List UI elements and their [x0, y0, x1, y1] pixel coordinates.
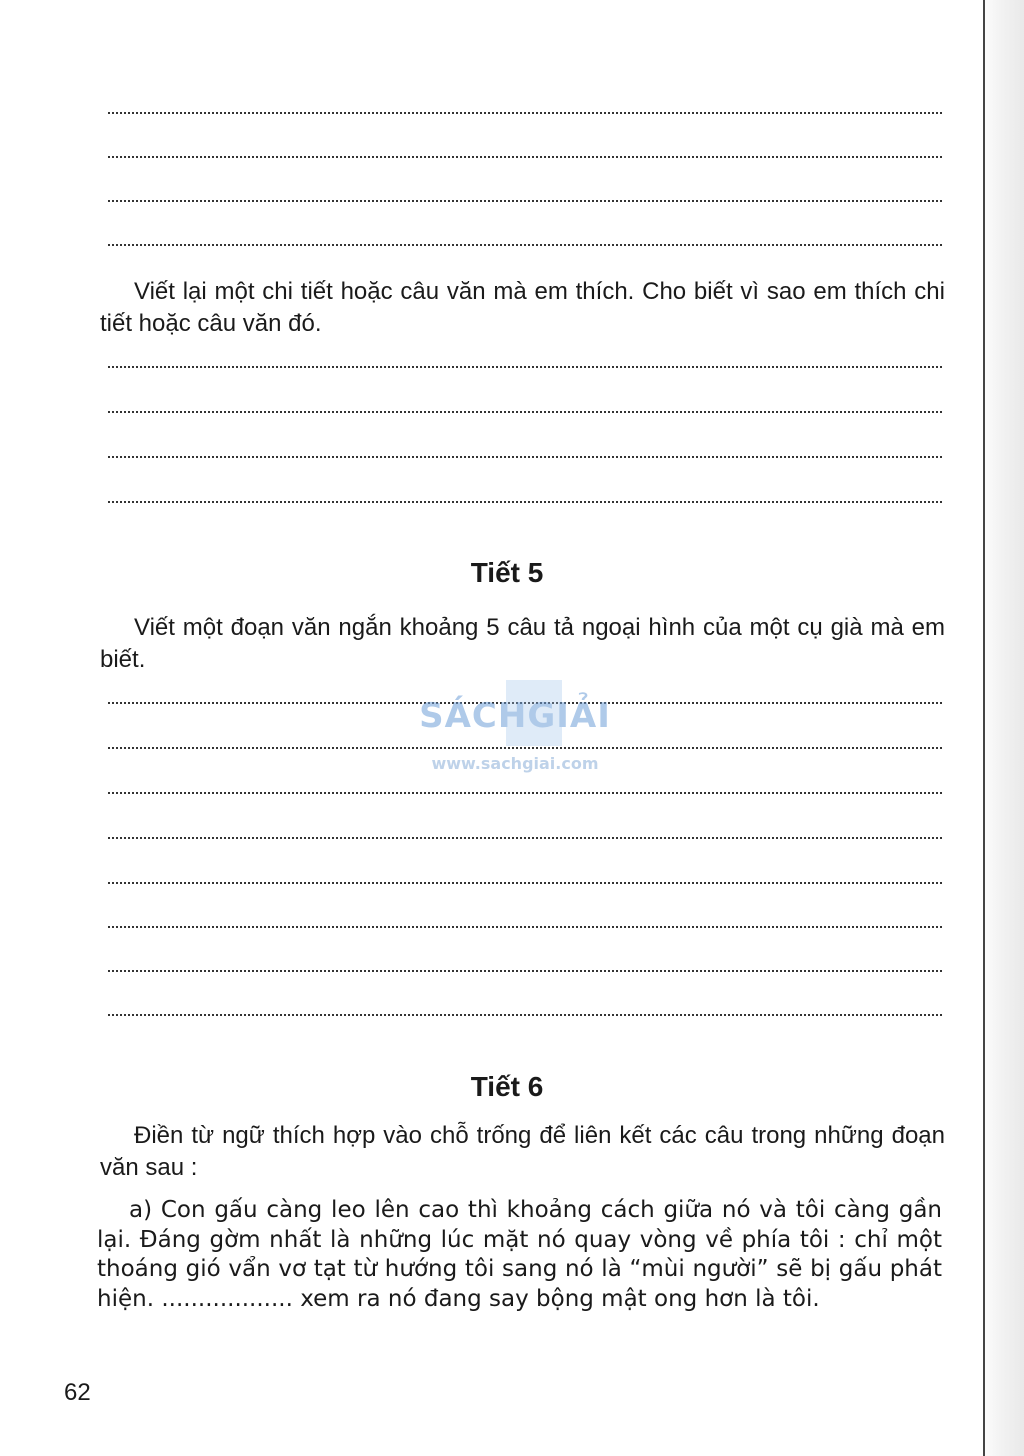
exercise-a-text: a) Con gấu càng leo lên cao thì khoảng cách giữa nó và tôi càng gần lại. Đáng gờm nhất là những lúc mặt nó quay vòng về phía tôi : chỉ một thoáng gió vẩn vơ tạt từ hướng tôi sang nó là “mùi người” sẽ bị gấu phát hiện.: [97, 1197, 942, 1312]
tiet5-prompt: [100, 612, 945, 676]
tiet6-prompt: [100, 1120, 945, 1184]
answer-line: [108, 926, 942, 928]
watermark-logo: [410, 680, 620, 780]
answer-line: [108, 970, 942, 972]
answer-line: [108, 366, 942, 368]
exercise-prompt-text: Viết lại một chi tiết hoặc câu văn mà em thích. Cho biết vì sao em thích chi tiết hoặc câu văn đó.: [100, 278, 945, 337]
page-number: 62: [64, 1379, 91, 1406]
tiet5-prompt-text: Viết một đoạn văn ngắn khoảng 5 câu tả ngoại hình của một cụ già mà em biết.: [100, 614, 945, 673]
exercise-a-passage: [97, 1196, 942, 1314]
page-edge-shadow: [980, 0, 1024, 1456]
answer-line: [108, 244, 942, 246]
tiet6-prompt-text: Điền từ ngữ thích hợp vào chỗ trống để liên kết các câu trong những đoạn văn sau :: [100, 1122, 945, 1181]
section-heading-tiet-5: Tiết 5: [470, 557, 544, 588]
exercise-prompt: [100, 276, 945, 340]
answer-line: [108, 501, 942, 503]
page-edge-line: [983, 0, 985, 1456]
answer-line: [108, 456, 942, 458]
answer-line: [108, 1014, 942, 1016]
answer-line: [108, 792, 942, 794]
answer-line: [108, 156, 942, 158]
answer-line: [108, 112, 942, 114]
answer-line: [108, 200, 942, 202]
answer-line: [108, 411, 942, 413]
answer-line: [108, 837, 942, 839]
watermark-url: www.sachgiai.com: [431, 754, 599, 773]
watermark-brand: SÁCHGIẢI: [419, 696, 611, 736]
fill-in-blank[interactable]: ..................: [161, 1285, 293, 1312]
answer-line: [108, 882, 942, 884]
section-heading-tiet-6: Tiết 6: [470, 1071, 544, 1102]
exercise-a-text-end: xem ra nó đang say bộng mật ong hơn là tôi.: [300, 1285, 820, 1312]
